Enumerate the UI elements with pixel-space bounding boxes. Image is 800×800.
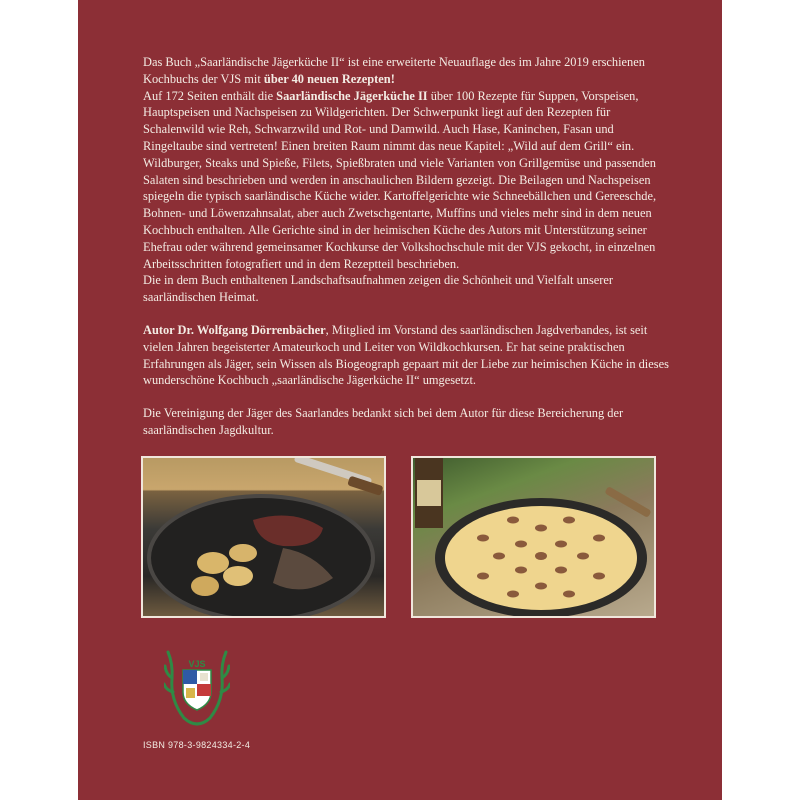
- logo-label: VJS: [188, 659, 206, 669]
- intro-highlight: über 40 neuen Rezepten!: [263, 71, 395, 86]
- vjs-logo: [164, 640, 230, 732]
- author-name: Autor Dr. Wolfgang Dörrenbächer: [143, 322, 326, 337]
- tart-illustration: [413, 458, 654, 616]
- intro-text-2: Auf 172 Seiten enthält die: [143, 88, 277, 103]
- photo-grilled-venison: [141, 456, 386, 618]
- thanks-paragraph: [143, 405, 673, 439]
- author-text: , Mitglied im Vorstand des saarländischen Jagdverbandes, ist seit vielen Jahren begeisterter Amateurkoch und Leiter von Wildkochkursen. Er hat seine praktischen Erfahrungen als Jäger, sein Wissen als Biogeograph gepaart mit der Liebe zur heimischen Küche in dieses wunderschöne Kochbuch „saarländische Jägerküche II“ umgesetzt.: [143, 322, 669, 388]
- thanks-text: Die Vereinigung der Jäger des Saarlandes bedankt sich bei dem Autor für diese Bereicherung der saarländischen Jagdkultur.: [143, 406, 624, 437]
- pan-illustration: [143, 458, 384, 616]
- description-text: [143, 54, 673, 439]
- intro-paragraph: [143, 54, 673, 306]
- photo-plum-tart: [411, 456, 656, 618]
- intro-text-3: über 100 Rezepte für Suppen, Vorspeisen, Hauptspeisen und Nachspeisen zu Wildgerichten. Der Schwerpunkt liegt auf den Rezepten für Schalenwild wie Reh, Schwarzwild und Rot- und Damwild. Auch Hase, Kaninchen, Fasan und Ringeltaube sind vertreten! Einen breiten Raum nimmt das neue Kapitel: „Wild auf dem Grill“ ein. Wildburger, Steaks und Spieße, Filets, Spießbraten und viele Varianten von Grillgemüse und passenden Salaten sind beschrieben und werden in anschaulichen Bildern gezeigt. Die Beilagen und Nachspeisen spiegeln die typisch saarländische Küche wider. Kartoffelgerichte wie Schneebällchen und Gereeschde, Bohnen- und Löwenzahnsalat, aber auch Zwetschgentarte, Muffins und vieles mehr sind in dem neuen Kochbuch enthalten. Alle Gerichte sind in der heimischen Küche des Autors mit Unterstützung seiner Ehefrau oder während gemeinsamer Kochkurse der Volkshochschule mit der VJS gekocht, in einzelnen Arbeitsschritten fotografiert und in dem Rezeptteil beschrieben.: [143, 88, 657, 271]
- intro-text-4: Die in dem Buch enthaltenen Landschaftsaufnahmen zeigen die Schönheit und Vielfalt unserer saarländischen Heimat.: [143, 273, 614, 305]
- book-title-highlight: Saarländische Jägerküche II: [276, 88, 428, 103]
- antler-crest-icon: [164, 640, 230, 732]
- author-paragraph: [143, 322, 673, 389]
- isbn-number: ISBN 978-3-9824334-2-4: [143, 740, 251, 750]
- intro-text: Das Buch „Saarländische Jägerküche II“ ist eine erweiterte Neuauflage des im Jahre 2019 erschienen Kochbuchs der VJS mit: [143, 55, 645, 86]
